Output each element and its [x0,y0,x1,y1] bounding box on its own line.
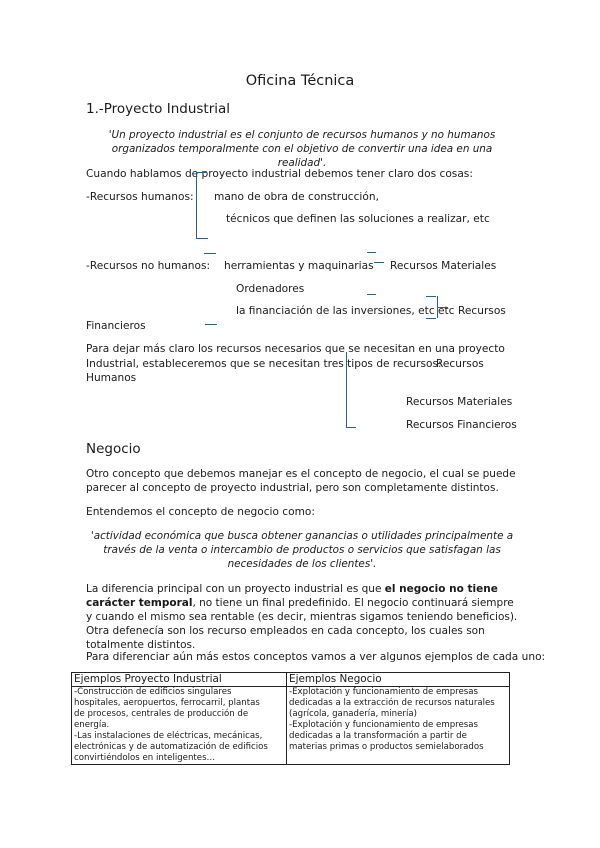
table-cell-negocio [287,687,510,765]
bracket-tick [426,296,436,297]
type-materiales: Recursos Materiales [406,396,513,408]
page-title: Oficina Técnica [245,73,355,89]
bracket-tick [346,427,356,428]
financieros-label-a: Recursos [458,305,506,317]
cell-line: -Explotación y funcionamiento de empresas [289,687,479,697]
summary-line-2: Industrial, estableceremos que se necesitan tres tipos de recursos: [86,358,442,370]
bracket-tick [426,318,436,319]
cell-line: -Explotación y funcionamiento de empresas [289,720,479,730]
human-item-1: mano de obra de construcción, [214,191,379,203]
table-header-negocio: Ejemplos Negocio [287,673,510,687]
cell-line: de procesos, centrales de producción de [74,709,249,719]
nonhuman-resources-label: -Recursos no humanos: [86,260,211,272]
cell-line: dedicadas a la transformación a partir de [289,731,467,741]
cell-line: energía. [74,720,110,730]
type-humanos-a: Recursos [436,358,484,370]
table-cell-proyecto [72,687,287,765]
cell-line: electrónicas y de automatización de edificios [74,742,268,752]
bracket-tick [196,172,206,173]
bracket-tick [205,324,217,325]
materiales-label: Recursos Materiales [390,260,497,272]
table-row [72,687,510,765]
bracket-types [346,352,347,427]
nonhuman-item-3: la financiación de las inversiones, etc etc [236,305,455,317]
intro-text: Cuando hablamos de proyecto industrial debemos tener claro dos cosas: [86,168,473,180]
definition-quote-proyecto: 'Un proyecto industrial es el conjunto de recursos humanos y no humanos organizados temporalmente con el objetivo de convertir una idea en una realidad'. [108,129,496,169]
section-heading-proyecto: 1.-Proyecto Industrial [86,101,231,117]
cell-line: (agrícola, ganadería, minería) [289,709,417,719]
type-financieros: Recursos Financieros [406,419,517,431]
bracket-human [196,172,197,238]
cell-line: convirtiéndolos en inteligentes… [74,753,216,763]
cell-line: hospitales, aeropuertos, ferrocarril, plantas [74,698,260,708]
negocio-paragraph-4: Para diferenciar aún más estos conceptos vamos a ver algunos ejemplos de cada uno: [86,651,546,663]
section-heading-negocio: Negocio [86,441,141,457]
cell-line: -Construcción de edificios singulares [74,687,232,697]
cell-line: -Las instalaciones de eléctricas, mecánicas, [74,731,263,741]
table-header-row [72,673,510,687]
nonhuman-item-1: herramientas y maquinarias [224,260,374,272]
bracket-tick [367,294,376,295]
human-item-2: técnicos que definen las soluciones a realizar, etc [226,213,490,225]
human-resources-label: -Recursos humanos: [86,191,194,203]
bracket-tick [374,262,384,263]
bracket-tick [438,307,448,308]
examples-table [71,672,510,765]
cell-line: dedicadas a la extracción de recursos naturales [289,698,495,708]
bracket-tick [367,252,376,253]
nonhuman-item-2: Ordenadores [236,283,305,295]
negocio-paragraph-3: La diferencia principal con un proyecto industrial es que el negocio no tiene carácter temporal, no tiene un final predefinido. El negocio continuará siempre y cuando el mismo sea rentable (es decir, mientras sigamos teniendo beneficios). Otra defenecía son los recurso empleados en cada concepto, los cuales son totalmente distintos. [86,583,518,651]
definition-quote-negocio: 'actividad económica que busca obtener ganancias o utilidades principalmente a través de la venta o intercambio de productos o servicios que satisfagan las necesidades de los clientes'. [90,530,514,570]
summary-line-1: Para dejar más claro los recursos necesarios que se necesitan en una proyecto [86,343,505,355]
type-humanos-b: Humanos [86,372,137,384]
financieros-label-b: Financieros [86,320,146,332]
negocio-paragraph-1: Otro concepto que debemos manejar es el concepto de negocio, el cual se puede parecer al concepto de proyecto industrial, pero son completamente distintos. [86,468,516,494]
bracket-tick [196,238,208,239]
negocio-paragraph-2: Entendemos el concepto de negocio como: [86,506,315,518]
table-header-proyecto: Ejemplos Proyecto Industrial [72,673,287,687]
bracket-tick [204,253,216,254]
cell-line: materias primas o productos semielaborados [289,742,484,752]
